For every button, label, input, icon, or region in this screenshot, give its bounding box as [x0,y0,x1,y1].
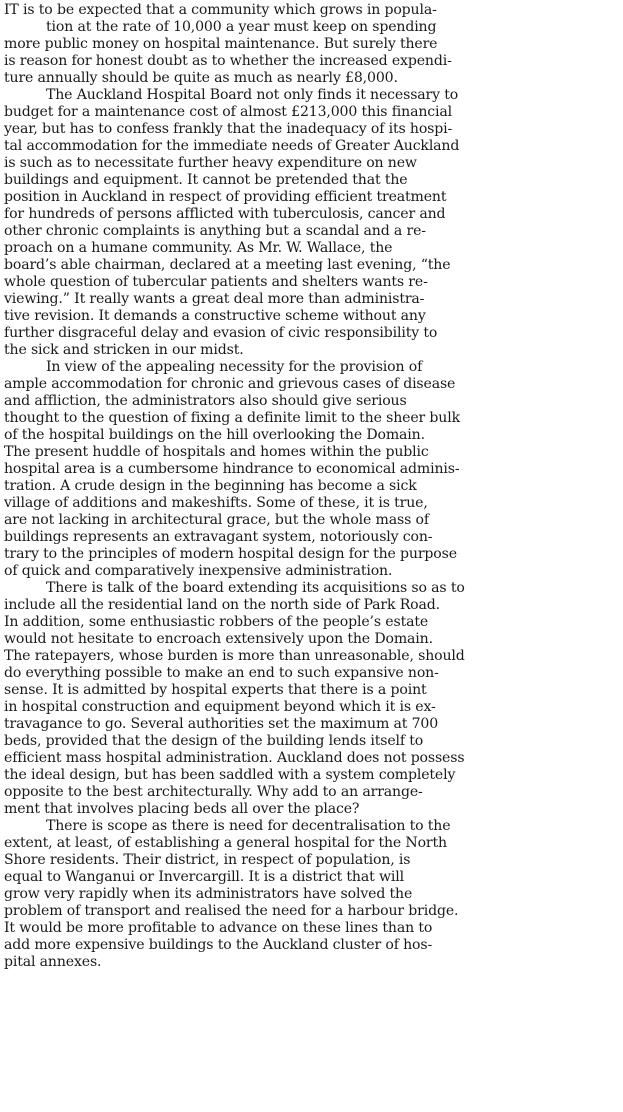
article-line: hospital area is a cumbersome hindrance to economical adminis- [4,461,460,477]
article-line: ample accommodation for chronic and grievous cases of disease [4,376,456,392]
article-line: viewing.” It really wants a great deal more than administra- [4,291,425,307]
article-line: would not hesitate to encroach extensively upon the Domain. [4,631,433,647]
article-line: do everything possible to make an end to such expansive non- [4,665,439,681]
article-line: is reason for honest doubt as to whether the increased expendi- [4,53,452,69]
article-line: other chronic complaints is anything but a scandal and a re- [4,223,426,239]
article-line: position in Auckland in respect of providing efficient treatment [4,189,447,205]
article-line: grow very rapidly when its administrators have solved the [4,886,413,902]
article-line: tration. A crude design in the beginning has become a sick [4,478,417,494]
article-line: the ideal design, but has been saddled with a system completely [4,767,456,783]
article-line: are not lacking in architectural grace, but the whole mass of [4,512,429,528]
article-line: more public money on hospital maintenance. But surely there [4,36,438,52]
article-line: ment that involves placing beds all over the place? [4,801,360,817]
article-line: buildings represents an extravagant system, notoriously con- [4,529,433,545]
article-line: year, but has to confess frankly that the inadequacy of its hospi- [4,121,453,137]
article-line: add more expensive buildings to the Auckland cluster of hos- [4,937,433,953]
article-line: proach on a humane community. As Mr. W. Wallace, the [4,240,393,256]
article-line: Shore residents. Their district, in respect of population, is [4,852,411,868]
article-line: the sick and stricken in our midst. [4,342,244,358]
article-line: include all the residential land on the north side of Park Road. [4,597,440,613]
article-line: budget for a maintenance cost of almost £213,000 this financial [4,104,452,120]
article-line: extent, at least, of establishing a general hospital for the North [4,835,447,851]
article-line: opposite to the best architecturally. Why add to an arrange- [4,784,423,800]
article-line: efficient mass hospital administration. Auckland does not possess [4,750,465,766]
article-line: and affliction, the administrators also should give serious [4,393,407,409]
article-line: beds, provided that the design of the building lends itself to [4,733,424,749]
article-line: buildings and equipment. It cannot be pretended that the [4,172,408,188]
article-line: tal accommodation for the immediate needs of Greater Auckland [4,138,460,154]
article-line: tive revision. It demands a constructive scheme without any [4,308,426,324]
article-line: is such as to necessitate further heavy expenditure on new [4,155,417,171]
article-line: whole question of tubercular patients and shelters wants re- [4,274,428,290]
article-line: travagance to go. Several authorities set the maximum at 700 [4,716,439,732]
article-line: IT is to be expected that a community which grows in popula- [4,2,437,18]
article-line: of the hospital buildings on the hill overlooking the Domain. [4,427,425,443]
article-line: for hundreds of persons afflicted with tuberculosis, cancer and [4,206,446,222]
article-line: of quick and comparatively inexpensive administration. [4,563,393,579]
article-line: problem of transport and realised the need for a harbour bridge. [4,903,459,919]
article-line: equal to Wanganui or Invercargill. It is a district that will [4,869,404,885]
article-line: trary to the principles of modern hospital design for the purpose [4,546,457,562]
article-line: sense. It is admitted by hospital experts that there is a point [4,682,427,698]
article-line: in hospital construction and equipment beyond which it is ex- [4,699,436,715]
article-line: In addition, some enthusiastic robbers of the people’s estate [4,614,429,630]
article-line: The ratepayers, whose burden is more than unreasonable, should [4,648,465,664]
article-line: There is talk of the board extending its acquisitions so as to [46,580,465,596]
article-line: board’s able chairman, declared at a meeting last evening, “the [4,257,451,273]
article-line: thought to the question of fixing a definite limit to the sheer bulk [4,410,460,426]
article-line: further disgraceful delay and evasion of civic responsibility to [4,325,438,341]
article-line: In view of the appealing necessity for the provision of [46,359,423,375]
article-line: The Auckland Hospital Board not only finds it necessary to [46,87,459,103]
article-line: The present huddle of hospitals and homes within the public [4,444,429,460]
article-line: pital annexes. [4,954,102,970]
article-line: ture annually should be quite as much as nearly £8,000. [4,70,398,86]
article-line: tion at the rate of 10,000 a year must keep on spending [46,19,437,35]
article-line: It would be more profitable to advance on these lines than to [4,920,433,936]
article-line: village of additions and makeshifts. Some of these, it is true, [4,495,428,511]
article-line: There is scope as there is need for decentralisation to the [46,818,451,834]
